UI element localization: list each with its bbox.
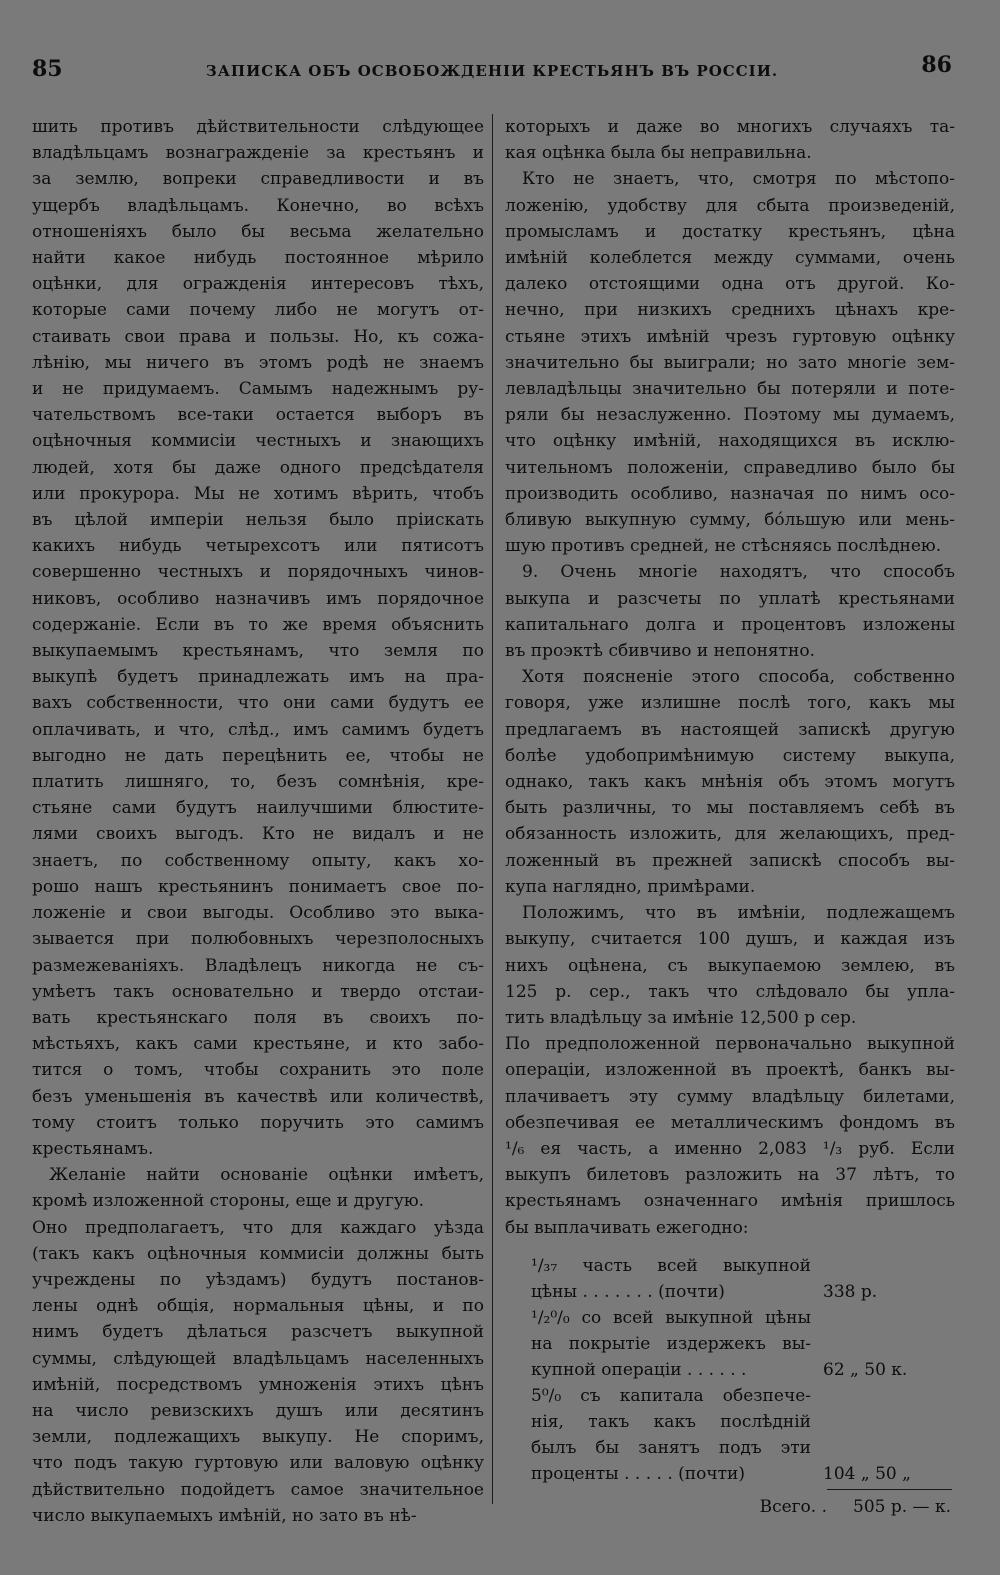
left_column-line: шить противъ дѣйствительности слѣдующее [32, 117, 484, 137]
left_column-line: число выкупаемыхъ имѣній, но зато въ нѣ- [32, 1505, 417, 1526]
right_column-line: выкупъ билетовъ разложить на 37 лѣтъ, то [505, 1165, 955, 1186]
right_column-line: плачиваетъ эту сумму владѣльцу билетами, [505, 1086, 955, 1107]
right_column-line: быть различны, то мы поставляемъ себѣ въ [505, 798, 955, 819]
right_column-line: которыхъ и даже во многихъ случаяхъ та- [505, 117, 955, 137]
right_column-line: обезпечивая ее металлическимъ фондомъ въ [505, 1112, 955, 1133]
left_column-line: владѣльцамъ вознагражденіе за крестьянъ и [32, 143, 484, 164]
left_column-line: зывается при полюбовныхъ черезполосныхъ [32, 929, 484, 950]
calculation-description-line: 5⁰/₀ съ капитала обезпече- [531, 1385, 811, 1406]
left_column-line: совершенно честныхъ и порядочныхъ чинов- [32, 562, 484, 583]
calculation-item-amount: 62 „ 50 к. [823, 1359, 908, 1380]
right_column-line: нихъ оцѣнена, съ выкупаемою землею, въ [505, 955, 955, 976]
right_column-line: ложенію, удобству для сбыта произведеній, [505, 195, 955, 216]
left_column-line: ущербъ владѣльцамъ. Конечно, во всѣхъ [32, 195, 484, 216]
right_column-line: значительно бы выиграли; но зато многіе зем- [505, 352, 955, 373]
left_column-line: размежеваніяхъ. Владѣлецъ никогда не съ- [32, 955, 484, 976]
right_column-line: Кто не знаетъ, что, смотря по мѣстопо- [505, 169, 955, 190]
right_column-line: имѣній колеблется между суммами, очень [505, 248, 955, 269]
left_column-line: отношеніяхъ было бы весьма желательно [32, 221, 484, 242]
right_column-line: По предположенной первоначально выкупной [505, 1034, 955, 1055]
right_column-line: болѣе удобопримѣнимую систему выкупа, [505, 745, 955, 766]
right_column-line: 125 р. сер., такъ что слѣдовало бы упла- [505, 981, 955, 1002]
left_column-line: (такъ какъ оцѣночныя коммисіи должны быть [32, 1243, 484, 1264]
left_column-line: лями своихъ выгодъ. Кто не видалъ и не [32, 824, 484, 845]
calculation-description-line: купной операціи . . . . . . [531, 1359, 747, 1380]
total-amount: 505 р. — к. [853, 1496, 951, 1517]
right_column-line: однако, такъ какъ мнѣнія объ этомъ могутъ [505, 772, 955, 793]
left_column-line: нимъ будетъ дѣлаться разсчетъ выкупной [32, 1322, 484, 1343]
left_column-line: земли, подлежащихъ выкупу. Не споримъ, [32, 1427, 484, 1448]
left_column-line: вать крестьянскаго поля въ своихъ по- [32, 1007, 484, 1028]
right_column-line: капитальнаго долга и процентовъ изложены [505, 614, 955, 635]
right_column-line: левладѣльцы значительно бы потеряли и поте- [505, 379, 955, 400]
left_column-line: кромѣ изложенной стороны, еще и другую. [32, 1191, 425, 1212]
left_column-line: оцѣночныя коммисіи честныхъ и знающихъ [32, 431, 484, 452]
right-column-text [505, 114, 955, 1241]
left_column-line: тится о томъ, чтобы сохранить это поле [32, 1060, 484, 1081]
left_column-line: тому стоитъ только поручить это самимъ [32, 1112, 484, 1133]
calculation-total [505, 1494, 955, 1520]
right_column-line: купа наглядно, примѣрами. [505, 876, 756, 897]
right_column-line: чительномъ положеніи, справедливо было бы [505, 457, 955, 478]
left_column-line: или прокурора. Мы не хотимъ вѣрить, чтобъ [32, 483, 484, 504]
calculation-item-description [531, 1253, 811, 1305]
right_column-line: бливую выкупную сумму, бо́льшую или мень- [505, 510, 955, 531]
page-number-left: 85 [32, 56, 63, 82]
left_column-line: на число ревизскихъ душъ или десятинъ [32, 1400, 484, 1421]
left_column-line: чательствомъ все-таки остается выборъ въ [32, 405, 484, 426]
calculation-row [505, 1305, 955, 1383]
right_column-line: операціи, изложенной въ проектѣ, банкъ вы- [505, 1060, 955, 1081]
left_column-line: лены однѣ общія, нормальныя цѣны, и по [32, 1296, 484, 1317]
left_column-line: рошо нашъ крестьянинъ понимаетъ свое по- [32, 876, 484, 897]
left-column [32, 114, 484, 1529]
left_column-line: что подъ такую гуртовую или валовую оцѣнку [32, 1453, 484, 1474]
left_column-line: ложеніе и свои выгоды. Особливо это выка- [32, 903, 484, 924]
left_column-line: выкупѣ будетъ принадлежать имъ на пра- [32, 667, 484, 688]
left_column-line: за землю, вопреки справедливости и въ [32, 169, 484, 190]
running-title: ЗАПИСКА ОБЪ ОСВОБОЖДЕНІИ КРЕСТЬЯНЪ ВЪ РОССІИ. [205, 62, 779, 80]
left_column-line: и не придумаемъ. Самымъ надежнымъ ру- [32, 379, 484, 400]
column-divider [492, 114, 493, 1504]
left_column-line: оцѣнки, для огражденія интересовъ тѣхъ, [32, 274, 484, 295]
right_column-line: тить владѣльцу за имѣніе 12,500 р сер. [505, 1007, 857, 1028]
right_column-line: выкупу, считается 100 душъ, и каждая изъ [505, 929, 955, 950]
left_column-line: какихъ нибудь четырехсотъ или пятисотъ [32, 536, 484, 557]
left_column-line: платить лишняго, то, безъ сомнѣнія, кре- [32, 772, 484, 793]
left_column-line: мѣстьяхъ, какъ сами крестьяне, и кто забо- [32, 1034, 484, 1055]
left_column-line: умѣетъ такъ основательно и твердо отстаи- [32, 981, 484, 1002]
left_column-line: дѣйствительно подойдетъ самое значительное [32, 1479, 484, 1500]
left_column-line: найти какое нибудь постоянное мѣрило [32, 248, 484, 269]
right_column-line: Хотя поясненіе этого способа, собственно [505, 667, 955, 688]
calculation-description-line: цѣны . . . . . . . (почти) [531, 1281, 725, 1302]
calculation-row [505, 1383, 955, 1487]
right_column-line: стьяне этихъ имѣній чрезъ гуртовую оцѣнку [505, 326, 955, 347]
calculation-item-description [531, 1305, 811, 1383]
calculation-item-amount: 104 „ 50 „ [823, 1463, 911, 1484]
left_column-line: учреждены по уѣздамъ) будутъ постанов- [32, 1269, 484, 1290]
right_column-line: ¹/₆ ея часть, а именно 2,083 ¹/₃ руб. Если [505, 1138, 955, 1159]
left_column-line: суммы, слѣдующей владѣльцамъ населенныхъ [32, 1348, 484, 1369]
page-number-right: 86 [921, 52, 952, 78]
calculation-item-description [531, 1383, 811, 1487]
left_column-line: въ цѣлой имперіи нельзя было пріискать [32, 510, 484, 531]
calculation-description-line: ¹/₂⁰/₀ со всей выкупной цѣны [531, 1307, 811, 1328]
right_column-line: производить особливо, назначая по нимъ осо- [505, 483, 955, 504]
left_column-line: имѣній, посредствомъ умноженія этихъ цѣнъ [32, 1374, 484, 1395]
left_column-line: стаивать свои права и пользы. Но, къ сожа- [32, 326, 484, 347]
left_column-line: знаетъ, по собственному опыту, какъ хо- [32, 850, 484, 871]
calculation-row [505, 1253, 955, 1305]
calculation-description-line: проценты . . . . . (почти) [531, 1463, 745, 1484]
right_column-line: Положимъ, что въ имѣніи, подлежащемъ [505, 903, 955, 924]
calculation-description-line: былъ бы занятъ подъ эти [531, 1437, 811, 1458]
page-header [32, 52, 952, 96]
calculation-description-line: ¹/₃₇ часть всей выкупной [531, 1255, 811, 1276]
left_column-line: лѣнію, мы ничего въ этомъ родѣ не знаемъ [32, 352, 484, 373]
right_column-line: говоря, уже излишне послѣ того, какъ мы [505, 693, 955, 714]
right_column-line: ложенный въ прежней запискѣ способъ вы- [505, 850, 955, 871]
left_column-line: выгодно не дать перецѣнить ее, чтобы не [32, 745, 484, 766]
right_column-line: кая оцѣнка была бы неправильна. [505, 143, 812, 164]
left_column-line: никовъ, особливо назначивъ имъ порядочное [32, 588, 484, 609]
left_column-line: Оно предполагаетъ, что для каждаго уѣзда [32, 1217, 484, 1238]
right_column-line: въ проэктѣ сбивчиво и непонятно. [505, 641, 816, 662]
left_column-line: которые сами почему либо не могутъ от- [32, 300, 484, 321]
total-label: Всего. . [759, 1496, 828, 1517]
left_column-line: стьяне сами будутъ наилучшими блюстите- [32, 798, 484, 819]
right-column [505, 114, 955, 1520]
right_column-line: что оцѣнку имѣній, находящихся въ исклю- [505, 431, 955, 452]
left_column-line: безъ уменьшенія въ качествѣ или количествѣ, [32, 1086, 484, 1107]
left_column-line: людей, хотя бы даже одного предсѣдателя [32, 457, 484, 478]
calculation-description-line: на покрытіе издержекъ вы- [531, 1333, 811, 1354]
calculation-description-line: нія, такъ какъ послѣдній [531, 1411, 811, 1432]
left_column-line: крестьянамъ. [32, 1138, 154, 1159]
left_column-line: выкупаемымъ крестьянамъ, что земля по [32, 641, 484, 662]
right_column-line: промысламъ и достатку крестьянъ, цѣна [505, 221, 955, 242]
left_column-line: содержаніе. Если въ то же время объяснить [32, 614, 484, 635]
left_column-line: оплачивать, и что, слѣд., имъ самимъ будетъ [32, 719, 484, 740]
right_column-line: ряли бы незаслуженно. Поэтому мы думаемъ, [505, 405, 955, 426]
right_column-line: далеко отстоящими одна отъ другой. Ко- [505, 274, 955, 295]
calculation-item-amount: 338 р. [823, 1281, 878, 1302]
right_column-line: шую противъ средней, не стѣсняясь послѣднею. [505, 536, 942, 557]
left_column-line: Желаніе найти основаніе оцѣнки имѣетъ, [32, 1165, 484, 1186]
right_column-line: крестьянамъ означеннаго имѣнія пришлось [505, 1191, 955, 1212]
right_column-line: обязанность изложить, для желающихъ, пред- [505, 824, 955, 845]
right_column-line: выкупа и разсчеты по уплатѣ крестьянами [505, 588, 955, 609]
right_column-line: бы выплачивать ежегодно: [505, 1217, 749, 1238]
left_column-line: вахъ собственности, что они сами будутъ ее [32, 693, 484, 714]
total-rule [827, 1489, 952, 1490]
right_column-line: нечно, при низкихъ среднихъ цѣнахъ кре- [505, 300, 955, 321]
payment-calculation [505, 1253, 955, 1520]
right_column-line: 9. Очень многіе находятъ, что способъ [505, 562, 955, 583]
right_column-line: предлагаемъ въ настоящей запискѣ другую [505, 719, 955, 740]
